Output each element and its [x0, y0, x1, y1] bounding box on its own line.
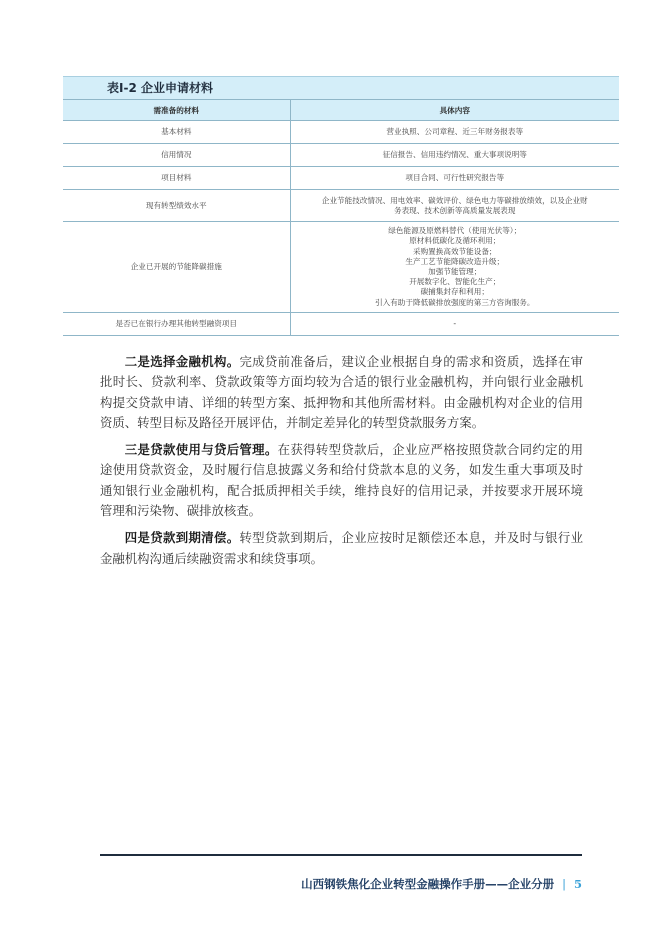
content-line: 务表现、技术创新等高质量发展表现: [394, 205, 516, 215]
table-row: [63, 190, 619, 222]
content-cell: [290, 190, 619, 222]
footer-title: 山西钢铁焦化企业转型金融操作手册——企业分册: [301, 877, 555, 891]
measure-line: 原材料低碳化及循环利用；: [409, 236, 501, 246]
measure-line: 碳捕集封存和利用；: [420, 287, 489, 297]
paragraph-text: 在获得转型贷款后，企业应严格按照贷款合同约定的用途使用贷款资金，及时履行信息披露义务和给付贷款本息的义务，如发生重大事项及时通知银行业金融机构，配合抵质押相关手续，维持良好的信用记录，并按要求开展环境管理和污染物、碳排放核查。: [100, 442, 584, 519]
paragraph-loan-usage: [100, 440, 583, 521]
table-header-row: [63, 100, 619, 121]
content-cell: 项目合同、可行性研究报告等: [290, 167, 619, 190]
body-text: [100, 352, 583, 576]
materials-table-section: [63, 76, 619, 336]
page-footer: [100, 876, 582, 892]
table-title: 表I-2 企业申请材料: [63, 76, 619, 99]
table-row: [63, 121, 619, 144]
measure-line: 采购置换高效节能设备；: [412, 246, 497, 256]
materials-table: [63, 99, 619, 336]
measure-line: 生产工艺节能降碳改造升级；: [405, 256, 505, 266]
table-row: [63, 313, 619, 336]
paragraph-text: 转型贷款到期后，企业应按时足额偿还本息，并及时与银行业金融机构沟通后续融资需求和续贷事项。: [100, 530, 584, 566]
measure-line: 开展数字化、智能化生产；: [409, 277, 501, 287]
material-cell: 项目材料: [63, 167, 290, 190]
table-row: [63, 222, 619, 313]
measure-line: 加强节能管理；: [428, 267, 482, 276]
paragraph-lead: 四是贷款到期清偿。: [124, 530, 240, 546]
content-cell: 征信报告、信用违约情况、重大事项说明等: [290, 144, 619, 167]
content-line: 企业节能技改情况、用电效率、碳效评价、绿色电力等碳排放绩效，以及企业财: [321, 195, 588, 205]
material-cell: 是否已在银行办理其他转型融资项目: [63, 313, 290, 336]
table-row: [63, 144, 619, 167]
footer-divider: [100, 854, 582, 856]
content-cell: [290, 222, 619, 313]
paragraph-repayment: [100, 528, 583, 569]
column-header-material: 需准备的材料: [63, 100, 290, 121]
content-cell: -: [290, 313, 619, 336]
measure-line: 引入有助于降低碳排放强度的第三方咨询服务。: [375, 297, 535, 307]
paragraph-select-institution: [100, 352, 583, 433]
content-cell: 营业执照、公司章程、近三年财务报表等: [290, 121, 619, 144]
table-row: [63, 167, 619, 190]
material-cell: 信用情况: [63, 144, 290, 167]
footer-separator: |: [562, 877, 566, 891]
column-header-content: 具体内容: [290, 100, 619, 121]
paragraph-text: 完成贷前准备后，建议企业根据自身的需求和资质，选择在审批时长、贷款利率、贷款政策等方面均较为合适的银行业金融机构，并向银行业金融机构提交贷款申请、详细的转型方案、抵押物和其他所需材料。由金融机构对企业的信用资质、转型目标及路径开展评估，并制定差异化的转型贷款服务方案。: [100, 354, 584, 430]
measure-line: 绿色能源及原燃料替代（使用光伏等）；: [388, 226, 522, 236]
paragraph-lead: 二是选择金融机构。: [124, 354, 240, 369]
material-cell: 基本材料: [63, 121, 290, 144]
page-number: 5: [573, 877, 582, 891]
paragraph-lead: 三是贷款使用与贷后管理。: [124, 442, 278, 458]
material-cell: 企业已开展的节能降碳措施: [63, 222, 290, 313]
material-cell: 现有转型绩效水平: [63, 190, 290, 222]
